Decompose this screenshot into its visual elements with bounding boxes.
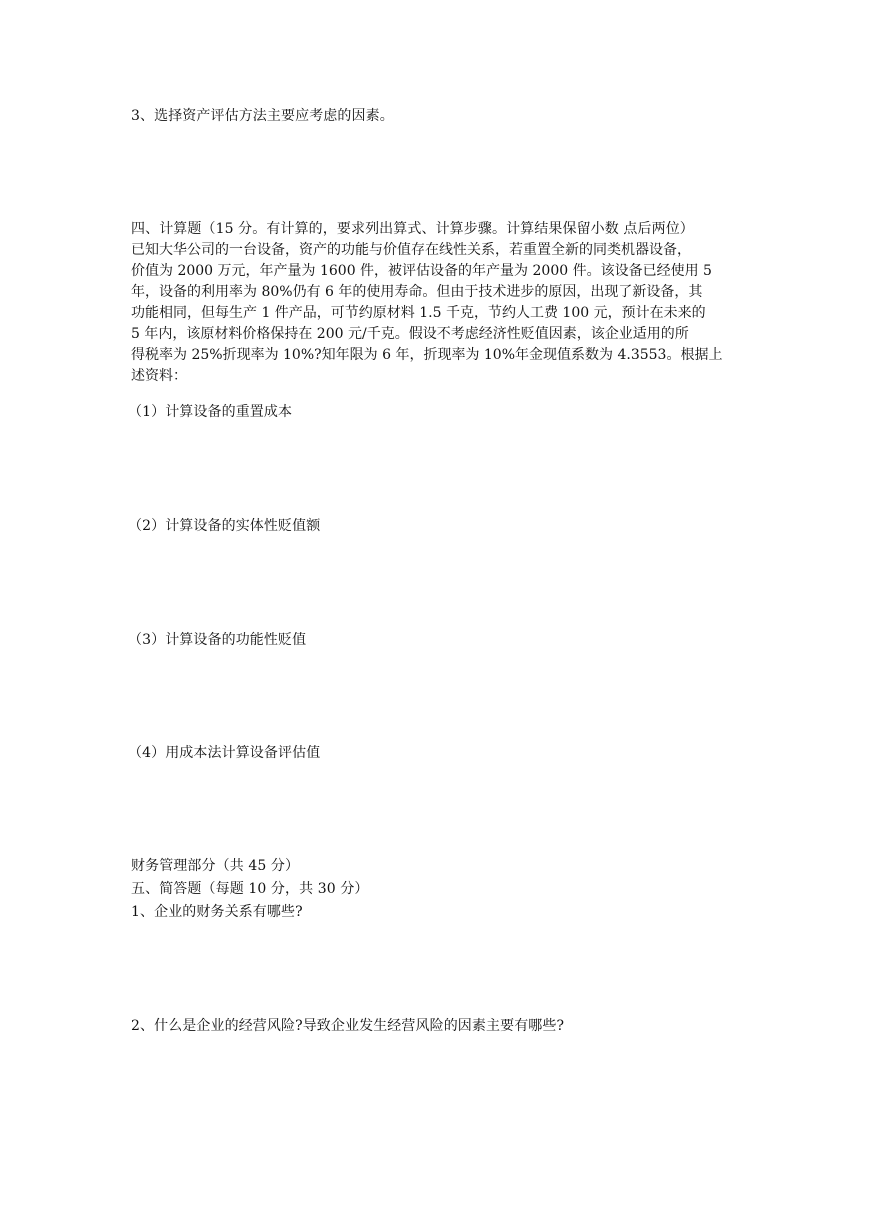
sub-question-1: （1）计算设备的重置成本	[128, 404, 293, 420]
section-4-body	[131, 240, 751, 387]
sub-question-4: （4）用成本法计算设备评估值	[128, 745, 321, 761]
body-line: 述资料：	[131, 368, 187, 384]
body-line: 5 年内，该原材料价格保持在 200 元/千克。假设不考虑经济性贬值因素，该企业适用的所	[131, 326, 689, 342]
body-line: 已知大华公司的一台设备，资产的功能与价值存在线性关系，若重置全新的同类机器设备，	[131, 242, 691, 258]
question-3-heading: 3、选择资产评估方法主要应考虑的因素。	[131, 108, 394, 124]
body-line: 得税率为 25%折现率为 10%?知年限为 6 年，折现率为 10%年金现值系数为 4.3553。根据上	[131, 347, 723, 363]
finance-part-title: 财务管理部分（共 45 分）	[131, 858, 300, 874]
sub-question-3: （3）计算设备的功能性贬值	[128, 632, 307, 648]
finance-question-2: 2、什么是企业的经营风险?导致企业发生经营风险的因素主要有哪些?	[131, 1018, 565, 1034]
section-4-heading: 四、计算题（15 分。有计算的，要求列出算式、计算步骤。计算结果保留小数 点后两位）	[131, 221, 694, 237]
finance-question-1: 1、企业的财务关系有哪些?	[131, 904, 303, 920]
body-line: 年，设备的利用率为 80%仍有 6 年的使用寿命。但由于技术进步的原因，出现了新设备，其	[131, 284, 703, 300]
section-5-heading: 五、简答题（每题 10 分，共 30 分）	[131, 881, 369, 897]
body-line: 价值为 2000 万元，年产量为 1600 件，被评估设备的年产量为 2000 件。该设备已经使用 5	[131, 263, 712, 279]
body-line: 功能相同，但每生产 1 件产品，可节约原材料 1.5 千克，节约人工费 100 元，预计在未来的	[131, 305, 706, 321]
sub-question-2: （2）计算设备的实体性贬值额	[128, 518, 321, 534]
